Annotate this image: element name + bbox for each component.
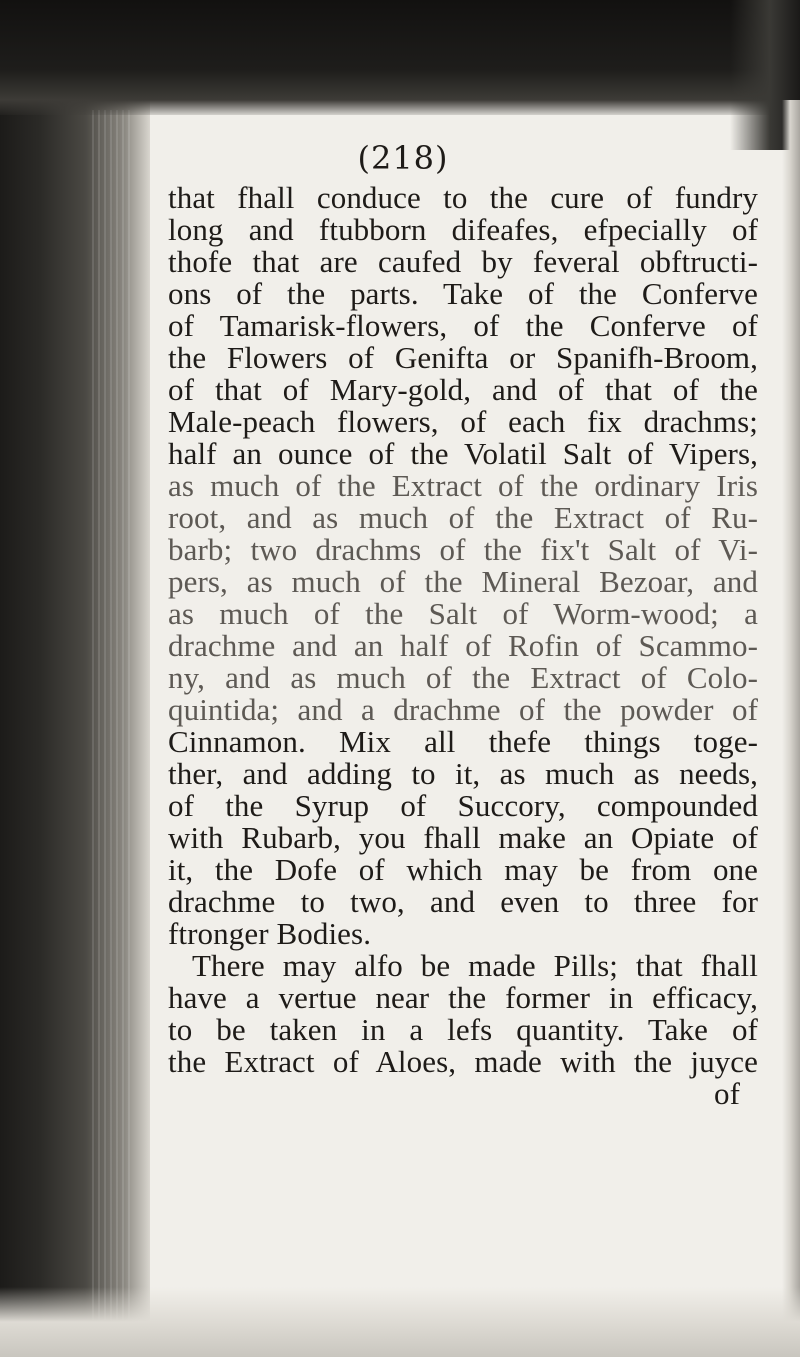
text-line: to be taken in a lefs quantity. Take of [168,1012,758,1047]
text-line: that fhall conduce to the cure of fundry [168,180,758,215]
text-line: thofe that are caufed by feveral obftructi- [168,244,758,279]
text-line: it, the Dofe of which may be from one [168,852,758,887]
page-bottom-edge [0,1287,800,1357]
text-line: of the Syrup of Succory, compounded [168,788,758,823]
text-line: root, and as much of the Extract of Ru- [168,500,758,535]
page-right-edge [782,100,800,1357]
text-line: quintida; and a drachme of the powder of [168,692,758,727]
text-line: ftronger Bodies. [168,916,372,951]
text-line: have a vertue near the former in efficacy, [168,980,758,1015]
text-line: as much of the Salt of Worm-wood; a [168,596,758,631]
text-line: ny, and as much of the Extract of Colo- [168,660,758,695]
text-line: the Extract of Aloes, made with the juyce [168,1044,758,1079]
text-line: ons of the parts. Take of the Conferve [168,276,758,311]
text-line: long and ftubborn difeafes, efpecially of [168,212,758,247]
text-line: as much of the Extract of the ordinary Iris [168,468,758,503]
catchword: of [713,1076,740,1111]
text-line: with Rubarb, you fhall make an Opiate of [168,820,758,855]
page-text-block [168,138,758,1110]
text-line: of that of Mary-gold, and of that of the [168,372,758,407]
text-line: Cinnamon. Mix all thefe things toge- [168,724,758,759]
text-line: pers, as much of the Mineral Bezoar, and [168,564,758,599]
text-line: Male-peach flowers, of each fix drachms; [168,404,758,439]
text-line: of Tamarisk-flowers, of the Conferve of [168,308,758,343]
text-line: the Flowers of Genifta or Spanifh-Broom, [168,340,758,375]
text-line: barb; two drachms of the fix't Salt of Vi- [168,532,758,567]
text-line: drachme and an half of Rofin of Scammo- [168,628,758,663]
gutter-texture [92,110,132,1320]
text-line: half an ounce of the Volatil Salt of Vipers, [168,436,758,471]
text-line: drachme to two, and even to three for [168,884,758,919]
text-line: ther, and adding to it, as much as needs, [168,756,758,791]
scan-top-shadow [0,0,800,115]
text-line: There may alfo be made Pills; that fhall [192,948,758,983]
page-number: (218) [357,139,449,177]
